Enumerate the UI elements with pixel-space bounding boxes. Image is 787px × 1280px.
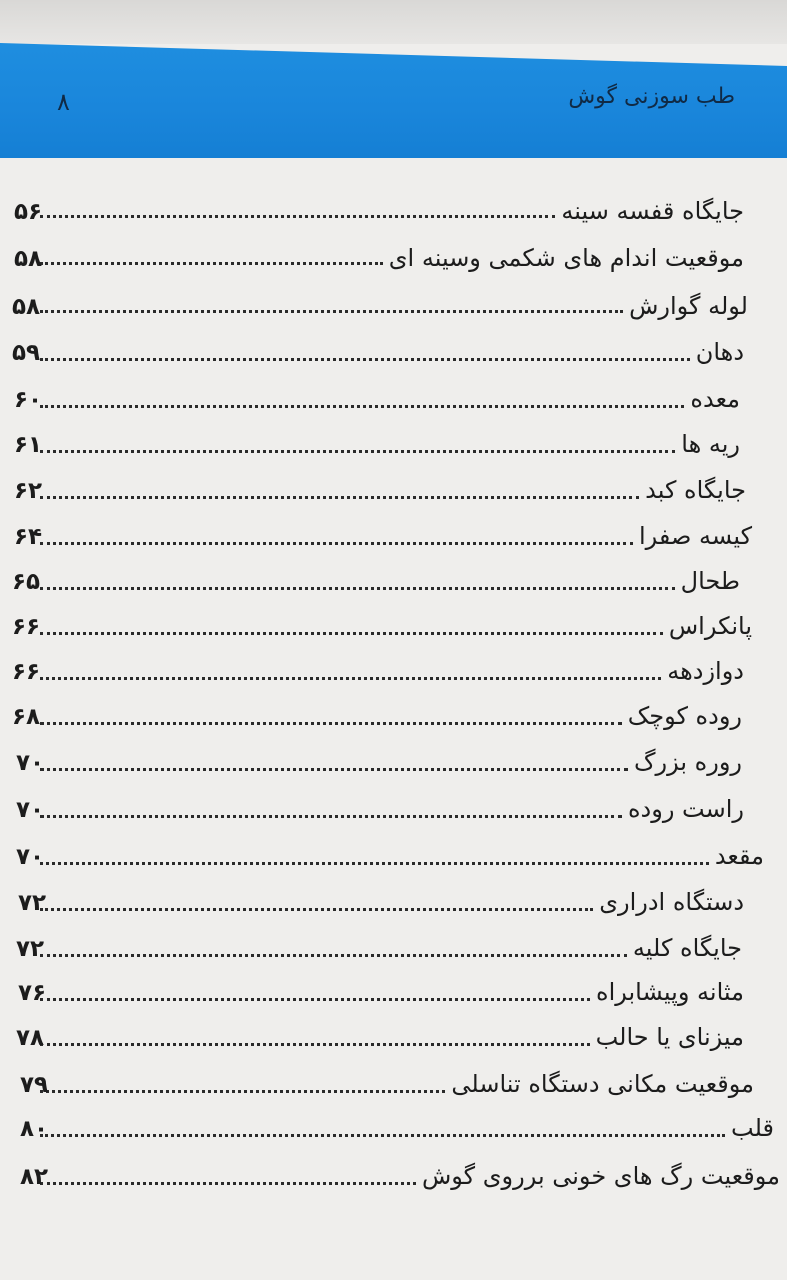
- toc-entry-leader-dots: [40, 908, 593, 911]
- toc-entry-leader-dots: [40, 632, 663, 635]
- toc-entry-leader-dots: [40, 542, 633, 545]
- toc-entry-title: معده: [690, 385, 740, 413]
- toc-entry-leader-dots: [40, 405, 684, 408]
- page-number: ۸: [57, 88, 70, 116]
- toc-entry: [0, 520, 787, 560]
- toc-entry-page-number: ۷۲: [18, 890, 47, 916]
- toc-entry-page-number: ۷۶: [18, 980, 47, 1006]
- toc-entry-title: طحال: [680, 567, 740, 595]
- toc-entry-title: جایگاه کبد: [645, 476, 746, 504]
- toc-entry: [0, 290, 787, 330]
- toc-entry: [0, 428, 787, 468]
- toc-entry-leader-dots: [40, 677, 661, 680]
- toc-entry-page-number: ۶۶: [12, 614, 41, 640]
- toc-entry-page-number: ۵۸: [12, 294, 41, 320]
- toc-entry-leader-dots: [40, 862, 709, 865]
- toc-entry-title: موقعیت مکانی دستگاه تناسلی: [451, 1070, 754, 1098]
- toc-entry-title: کیسه صفرا: [638, 522, 752, 550]
- toc-entry-title: دهان: [695, 338, 744, 366]
- toc-entry-leader-dots: [40, 1090, 445, 1093]
- toc-entry-title: موقعیت رگ های خونی برروی گوش: [421, 1162, 780, 1190]
- toc-entry-leader-dots: [40, 496, 639, 499]
- toc-entry-page-number: ۶۴: [14, 524, 43, 550]
- toc-entry-title: جایگاه قفسه سینه: [561, 197, 744, 225]
- toc-entry-title: قلب: [731, 1114, 774, 1142]
- toc-entry-leader-dots: [40, 450, 675, 453]
- toc-entry-title: میزنای یا حالب: [595, 1023, 744, 1051]
- toc-entry-page-number: ۶۱: [14, 432, 43, 458]
- toc-entry: [0, 1068, 787, 1108]
- toc-entry-page-number: ۵۸: [14, 246, 43, 272]
- toc-entry-leader-dots: [40, 1043, 590, 1046]
- toc-entry-leader-dots: [40, 954, 627, 957]
- toc-entry-title: مقعد: [714, 842, 764, 870]
- toc-entry-page-number: ۶۵: [12, 569, 41, 595]
- toc-entry: [0, 700, 787, 740]
- toc-entry-leader-dots: [40, 722, 622, 725]
- toc-entry-page-number: ۶۰: [14, 387, 43, 413]
- toc-entry: [0, 336, 787, 376]
- toc-entry: [0, 932, 787, 972]
- toc-entry: [0, 746, 787, 786]
- toc-entry-leader-dots: [40, 815, 622, 818]
- toc-entry: [0, 886, 787, 926]
- toc-entry-leader-dots: [40, 310, 623, 313]
- toc-entry: [0, 1021, 787, 1061]
- toc-entry-title: روده کوچک: [627, 702, 742, 730]
- toc-entry-leader-dots: [40, 1134, 725, 1137]
- toc-entry: [0, 655, 787, 695]
- toc-entry: [0, 1160, 787, 1200]
- toc-entry-title: جایگاه کلیه: [632, 934, 742, 962]
- toc-entry-page-number: ۷۲: [16, 936, 45, 962]
- toc-entry-page-number: ۵۶: [14, 199, 43, 225]
- toc-entry-title: پانکراس: [668, 612, 752, 640]
- toc-entry-page-number: ۷۹: [20, 1072, 49, 1098]
- toc-entry-page-number: ۷۰: [16, 797, 45, 823]
- toc-entry-page-number: ۷۰: [16, 844, 45, 870]
- toc-entry-leader-dots: [40, 587, 675, 590]
- running-header-title: طب سوزنی گوش: [568, 84, 735, 109]
- toc-entry-page-number: ۶۸: [12, 704, 41, 730]
- toc-entry-title: راست روده: [627, 795, 744, 823]
- toc-entry: [0, 565, 787, 605]
- toc-entry-page-number: ۶۲: [14, 478, 43, 504]
- toc-entry-page-number: ۶۶: [12, 659, 41, 685]
- toc-entry: [0, 242, 787, 282]
- toc-entry-leader-dots: [40, 768, 628, 771]
- toc-entry: [0, 474, 787, 514]
- toc-entry-leader-dots: [40, 215, 555, 218]
- toc-entry-page-number: ۷۸: [16, 1025, 45, 1051]
- toc-entry: [0, 976, 787, 1016]
- toc-entry-page-number: ۸۰: [20, 1116, 49, 1142]
- toc-entry: [0, 195, 787, 235]
- toc-entry-title: مثانه وپیشابراه: [596, 978, 744, 1006]
- toc-entry: [0, 610, 787, 650]
- toc-entry: [0, 1112, 787, 1152]
- toc-entry-leader-dots: [40, 262, 383, 265]
- toc-entry-leader-dots: [40, 998, 590, 1001]
- toc-entry-leader-dots: [40, 1182, 416, 1185]
- toc-entry-page-number: ۸۲: [20, 1164, 49, 1190]
- toc-entry: [0, 793, 787, 833]
- toc-entry: [0, 383, 787, 423]
- toc-entry-leader-dots: [40, 358, 690, 361]
- toc-entry-page-number: ۷۰: [16, 750, 45, 776]
- toc-entry-page-number: ۵۹: [12, 340, 41, 366]
- toc-entry-title: روره بزرگ: [634, 748, 742, 776]
- toc-entry-title: دوازدهه: [667, 657, 744, 685]
- toc-entry: [0, 840, 787, 880]
- toc-entry-title: دستگاه ادراری: [599, 888, 744, 916]
- toc-entry-title: موقعیت اندام های شکمی وسینه ای: [388, 244, 744, 272]
- toc-entry-title: ریه ها: [681, 430, 740, 458]
- toc-entry-title: لوله گوارش: [629, 292, 748, 320]
